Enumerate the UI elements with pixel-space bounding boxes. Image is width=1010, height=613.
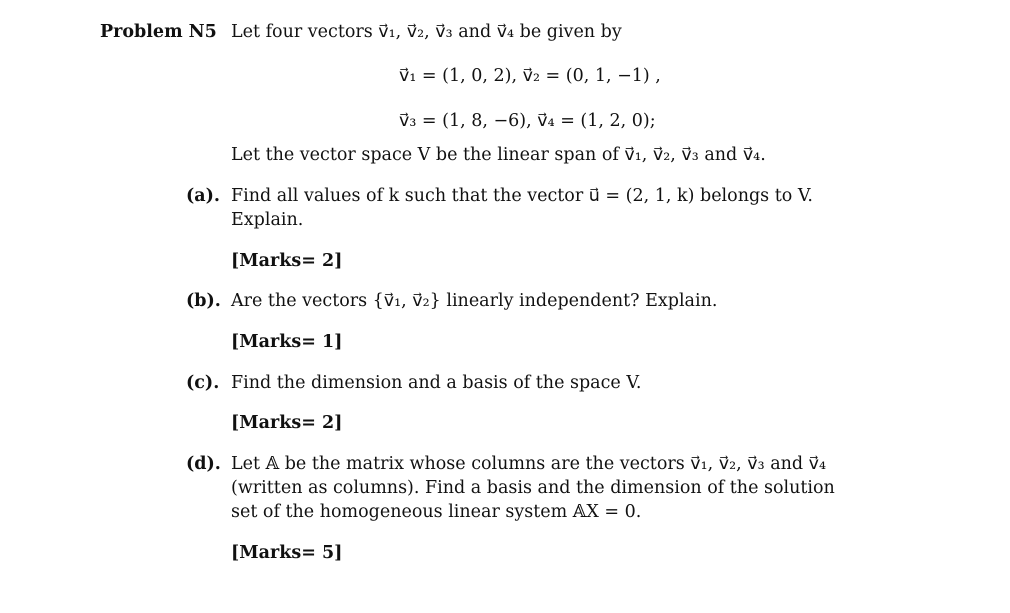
part-text-line: (written as columns). Find a basis and the dimension of the solution [231,478,835,498]
problem-label: Problem N5 [100,22,217,42]
part-text-line: Explain. [231,210,304,230]
part-label: (a). [186,186,220,206]
part-label: (b). [186,291,221,311]
span-statement: Let the vector space V be the linear span of v⃗₁, v⃗₂, v⃗₃ and v⃗₄. [231,145,766,165]
marks-label: [Marks= 2] [231,413,343,433]
part-text-line: Find the dimension and a basis of the space V. [231,373,642,393]
marks-label: [Marks= 1] [231,332,343,352]
part-label: (d). [186,454,221,474]
marks-label: [Marks= 2] [231,251,343,271]
problem-intro: Let four vectors v⃗₁, v⃗₂, v⃗₃ and v⃗₄ be given by [231,22,622,42]
equation-line-2: v⃗₃ = (1, 8, −6), v⃗₄ = (1, 2, 0); [399,111,656,131]
part-text-line: Let 𝔸 be the matrix whose columns are the vectors v⃗₁, v⃗₂, v⃗₃ and v⃗₄ [231,454,827,474]
marks-label: [Marks= 5] [231,543,343,563]
part-text-line: Are the vectors {v⃗₁, v⃗₂} linearly independent? Explain. [231,291,718,311]
part-label: (c). [186,373,220,393]
part-text-line: Find all values of k such that the vector u⃗ = (2, 1, k) belongs to V. [231,186,813,206]
part-text-line: set of the homogeneous linear system 𝔸X = 0. [231,502,642,522]
equation-line-1: v⃗₁ = (1, 0, 2), v⃗₂ = (0, 1, −1) , [399,66,661,86]
